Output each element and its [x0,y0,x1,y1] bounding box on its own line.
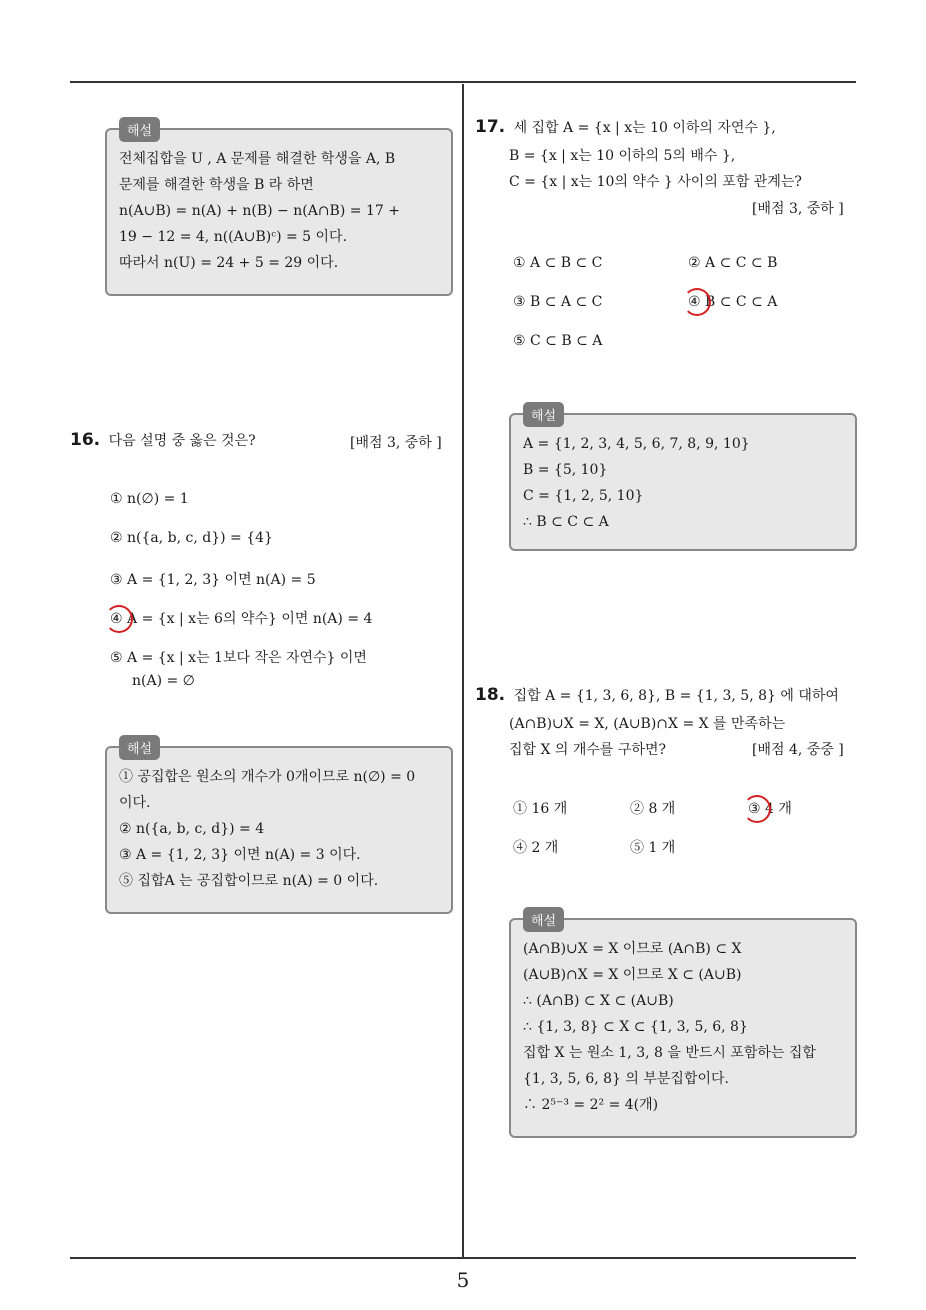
choice-text: n({a, b, c, d}) = {4} [127,530,273,546]
question-number: 17. [475,117,506,137]
q18-choice-1[interactable] [513,798,567,818]
solution-line: ① 공집합은 원소의 개수가 0개이므로 n(∅) = 0 [119,769,416,785]
choice-number: ③ [110,572,123,588]
solution-tag: 해설 [523,907,564,932]
solution-line: 전체집합을 U , A 문제를 해결한 학생을 A, B [119,151,396,167]
q17-choice-2[interactable] [688,255,777,271]
choice-text: B ⊂ C ⊂ A [705,294,778,310]
q17-choice-4[interactable] [688,294,777,310]
question-17-meta: [배점 3, 중하 ] [752,201,844,217]
question-text: 집합 A = {1, 3, 6, 8}, B = {1, 3, 5, 8} 에 대하여 [513,688,839,704]
q16-choice-5-cont: n(A) = ∅ [132,673,195,689]
q17-choice-1[interactable] [513,255,602,271]
q16-choice-4[interactable] [110,608,372,628]
solution-line: n(A∪B) = n(A) + n(B) − n(A∩B) = 17 + [119,203,400,219]
question-number: 18. [475,685,506,705]
choice-number: ① [110,491,123,507]
solution-tag: 해설 [523,402,564,427]
solution-line: 이다. [119,795,151,811]
question-18-line-2: (A∩B)∪X = X, (A∪B)∩X = X 를 만족하는 [509,716,786,732]
choice-number: ① [513,255,526,271]
solution-box-16 [105,742,453,914]
q16-choice-2[interactable] [110,530,273,546]
choice-number: ⑤ [110,650,123,666]
question-number: 16. [70,430,101,450]
solution-line: C = {1, 2, 5, 10} [523,488,644,504]
solution-line: 따라서 n(U) = 24 + 5 = 29 이다. [119,255,339,271]
question-18-meta: [배점 4, 중중 ] [752,742,844,758]
solution-line: 19 − 12 = 4, n((A∪B)ᶜ) = 5 이다. [119,229,348,245]
solution-tag: 해설 [119,117,160,142]
answer-circle-mark: ④ [110,611,123,627]
choice-text: A ⊂ B ⊂ C [530,255,603,271]
choice-text: 4 개 [765,801,792,817]
q16-choice-3[interactable] [110,569,316,589]
solution-box-18 [509,914,857,1138]
q18-choice-3[interactable] [748,798,792,818]
choice-text: A = {x | x는 1보다 작은 자연수} 이면 [127,650,367,666]
top-rule [70,81,856,83]
question-text: 다음 설명 중 옳은 것은? [108,433,256,449]
choice-number: ⑤ [630,840,644,856]
q17-choice-5[interactable] [513,333,602,349]
solution-line: (A∩B)∪X = X 이므로 (A∩B) ⊂ X [523,941,742,957]
solution-line: B = {5, 10} [523,462,608,478]
question-17-line-3: C = {x | x는 10의 약수 } 사이의 포함 관계는? [509,174,802,190]
question-18-line-3: 집합 X 의 개수를 구하면? [509,742,666,758]
choice-text: C ⊂ B ⊂ A [530,333,603,349]
solution-line: {1, 3, 5, 6, 8} 의 부분집합이다. [523,1071,729,1087]
solution-line: ∴ {1, 3, 8} ⊂ X ⊂ {1, 3, 5, 6, 8} [523,1019,748,1035]
solution-line: ∴ 2⁵⁻³ = 2² = 4(개) [523,1097,659,1113]
solution-line: ③ A = {1, 2, 3} 이면 n(A) = 3 이다. [119,847,361,863]
solution-line: A = {1, 2, 3, 4, 5, 6, 7, 8, 9, 10} [523,436,750,452]
q18-choice-4[interactable] [513,837,558,857]
choice-text: 16 개 [531,801,568,817]
solution-line: 문제를 해결한 학생을 B 라 하면 [119,177,314,193]
q16-choice-5[interactable] [110,647,367,667]
choice-number: ② [110,530,123,546]
answer-circle-mark: ④ [688,294,701,310]
solution-box-15 [105,124,453,296]
column-divider [462,84,464,1259]
solution-line: (A∪B)∩X = X 이므로 X ⊂ (A∪B) [523,967,742,983]
choice-text: 8 개 [648,801,676,817]
choice-text: n(∅) = 1 [127,491,189,507]
choice-number: ③ [513,294,526,310]
choice-number: ④ [513,840,527,856]
choice-number: ② [688,255,701,271]
q16-choice-1[interactable] [110,491,189,507]
choice-number: ② [630,801,644,817]
choice-number: ① [513,801,527,817]
solution-line: 집합 X 는 원소 1, 3, 8 을 반드시 포함하는 집합 [523,1045,816,1061]
solution-line: ② n({a, b, c, d}) = 4 [119,821,265,837]
solution-line: ∴ (A∩B) ⊂ X ⊂ (A∪B) [523,993,674,1009]
solution-box-17 [509,409,857,551]
question-16-meta: [배점 3, 중하 ] [350,435,442,451]
q18-choice-2[interactable] [630,798,675,818]
question-17 [475,117,776,137]
choice-text: 1 개 [648,840,676,856]
solution-tag: 해설 [119,735,160,760]
bottom-rule [70,1257,856,1259]
solution-line: ∴ B ⊂ C ⊂ A [523,514,609,530]
solution-line: ⑤ 집합A 는 공집합이므로 n(A) = 0 이다. [119,873,379,889]
q18-choice-5[interactable] [630,837,675,857]
choice-number: ⑤ [513,333,526,349]
choice-text: A = {x | x는 6의 약수} 이면 n(A) = 4 [127,611,373,627]
page-number: 5 [456,1268,470,1292]
choice-text: A = {1, 2, 3} 이면 n(A) = 5 [127,572,316,588]
question-17-line-2: B = {x | x는 10 이하의 5의 배수 }, [509,148,736,164]
q17-choice-3[interactable] [513,294,602,310]
answer-circle-mark: ③ [748,801,761,817]
choice-text: A ⊂ C ⊂ B [705,255,778,271]
choice-text: B ⊂ A ⊂ C [530,294,603,310]
question-text: 세 집합 A = {x | x는 10 이하의 자연수 }, [513,120,776,136]
question-16 [70,430,256,450]
question-18 [475,685,839,705]
choice-text: 2 개 [531,840,559,856]
